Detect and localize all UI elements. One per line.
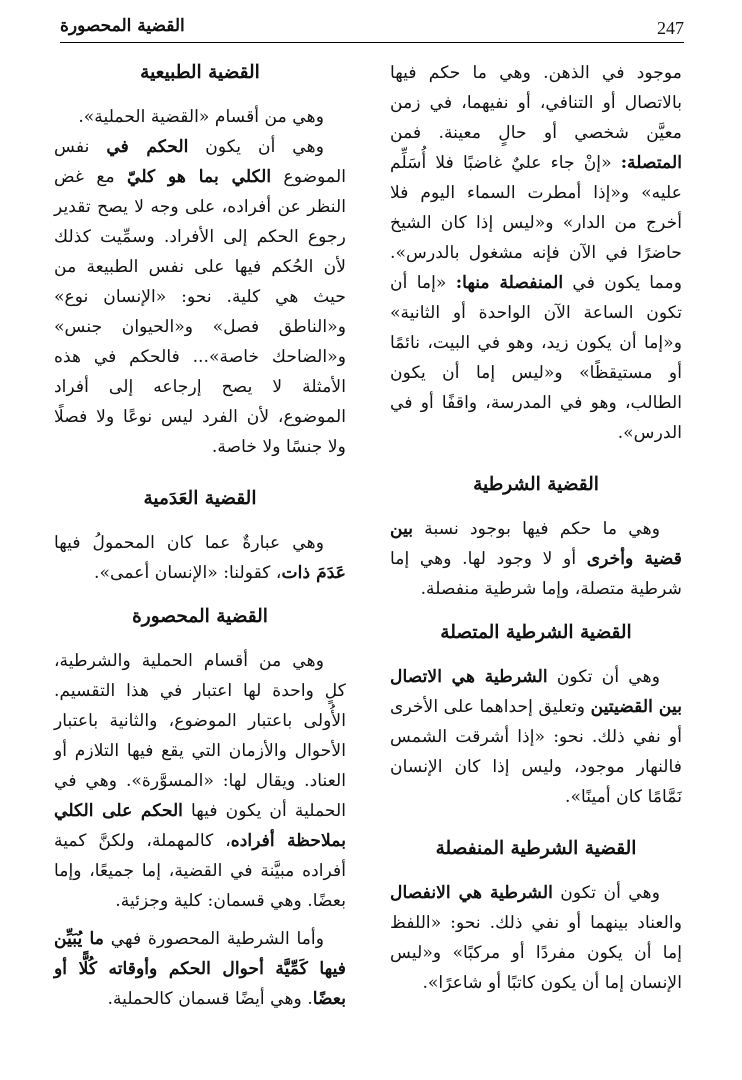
text-run: وهي أن تكون bbox=[547, 667, 660, 687]
text-run: «إما أن تكون الساعة الآن الواحدة أو الثانية» و«إما أن يكون زيد، وهو في البيت، نائمًا أو مستيقظًا» و«ليس إما أن يكون الطالب، وهو في المدرسة، واقفًا أو في الدرس». bbox=[390, 273, 682, 443]
bold-term: الحكم على الكلي بملاحظة أفراده bbox=[54, 801, 346, 851]
bold-term: المتصلة: bbox=[620, 153, 682, 173]
left-column bbox=[54, 58, 346, 1014]
text-run: وأما الشرطية المحصورة فهي bbox=[103, 929, 324, 949]
bold-term: ما يُبَيِّن فيها كَمِّيَّة أحوال الحكم وأوقاته كُلًّا أو بعضًا bbox=[54, 929, 346, 1009]
text-run: نفس الموضوع bbox=[54, 137, 346, 187]
heading-munfasila: القضية الشرطية المنفصلة bbox=[435, 838, 637, 859]
heading-muttasila: القضية الشرطية المتصلة bbox=[440, 622, 632, 643]
bold-term: المنفصلة منها: bbox=[455, 273, 564, 293]
heading-mahsura: القضية المحصورة bbox=[132, 606, 268, 627]
right-column bbox=[390, 58, 682, 998]
text-run: موجود في الذهن. وهي ما حكم فيها بالاتصال أو التنافي، أو نفيهما، في زمن معيَّن شخصي أو حالٍ معينة. فمن bbox=[390, 63, 682, 143]
page-header bbox=[60, 14, 684, 43]
heading-shartiya: القضية الشرطية bbox=[473, 474, 599, 495]
text-run: وتعليق إحداهما على الأخرى أو نفي ذلك. نحو: «إذا أشرقت الشمس فالنهار موجود، وليس إذا كان الإنسان نَمَّامًا كان أمينًا». bbox=[390, 697, 682, 807]
text-run: أو لا وجود لها. وهي إما شرطية متصلة، وإما شرطية منفصلة. bbox=[390, 549, 682, 599]
bold-term: الشرطية هي الانفصال bbox=[390, 883, 553, 903]
continued-paragraph bbox=[390, 58, 682, 448]
page-number: 247 bbox=[657, 18, 684, 38]
bold-term: الحكم في bbox=[106, 137, 189, 157]
paragraph-adamiya bbox=[54, 528, 346, 588]
running-title: القضية المحصورة bbox=[60, 16, 185, 36]
text-run: «إنْ جاء عليٌ غاضبًا فلا أُسَلِّم عليه» و«إذا أمطرت السماء اليوم فلا أخرج من الدار» و«ليس إذا كان الشيخ حاضرًا في الآن فإنه مشغول بالدرس». ومما يكون في bbox=[390, 153, 682, 293]
text-run: وهي أن تكون bbox=[552, 883, 660, 903]
text-run: ، كالمهملة، ولكنَّ كمية أفراده مبيَّنة في القضية، إما جميعًا، وإما بعضًا. وهي قسمان: كلية وجزئية. bbox=[54, 831, 346, 911]
text-run: والعناد بينهما أو نفي ذلك. نحو: «اللفظ إما أن يكون مفردًا أو مركبًا» و«ليس الإنسان إما أن يكون كاتبًا أو شاعرًا». bbox=[390, 913, 682, 993]
bold-term: الكلي بما هو كليّ bbox=[127, 167, 272, 187]
text-run: وهي من أقسام الحملية والشرطية، كلٍ واحدة لها اعتبار في هذا التقسيم. الأُولى باعتبار الموضوع، والثانية باعتبار الأحوال والأزمان التي يقع فيها التلازم أو العناد. ويقال لها: «المسوَّرة». وهي في الحملية أن يكون فيها bbox=[54, 651, 346, 821]
text-run: ، كقولنا: «الإنسان أعمى». bbox=[93, 563, 282, 583]
text-run: وهي ما حكم فيها بوجود نسبة bbox=[413, 519, 660, 539]
paragraph-mahsura bbox=[54, 646, 346, 916]
paragraph-mahsura-shartiya bbox=[54, 924, 346, 1014]
heading-adamiya: القضية العَدَمية bbox=[143, 488, 257, 509]
bold-term: بين قضية وأخرى bbox=[390, 519, 682, 569]
text-run: . وهي أيضًا قسمان كالحملية. bbox=[107, 989, 313, 1009]
paragraph-shartiya bbox=[390, 514, 682, 604]
paragraph-muttasila bbox=[390, 662, 682, 812]
paragraph-munfasila bbox=[390, 878, 682, 998]
bold-term: عَدَمَ ذات bbox=[281, 563, 346, 583]
text-run: مع غض النظر عن أفراده، على وجه لا يصح تقدير رجوع الحكم إلى الأفراد. وسمِّيت كذلك لأن الحُكم فيها على نفس الطبيعة من حيث هي كلية. نحو: «الإنسان نوع» و«الناطق فصل» و«الحيوان جنس» و«الضاحك خاصة»... فالحكم في هذه الأمثلة لا يصح إرجاعه إلى أفراد الموضوع، لأن الفرد ليس نوعًا ولا فصلًا ولا جنسًا ولا خاصة. bbox=[54, 167, 346, 457]
heading-tabiiya: القضية الطبيعية bbox=[140, 62, 260, 83]
text-run: وهي أن يكون bbox=[188, 137, 324, 157]
paragraph-tabiiya-intro: وهي من أقسام «القضية الحملية». bbox=[78, 107, 324, 127]
bold-term: الشرطية هي الاتصال بين القضيتين bbox=[390, 667, 682, 717]
paragraph-tabiiya bbox=[54, 132, 346, 462]
text-run: وهي عبارةٌ عما كان المحمولُ فيها bbox=[54, 533, 324, 553]
